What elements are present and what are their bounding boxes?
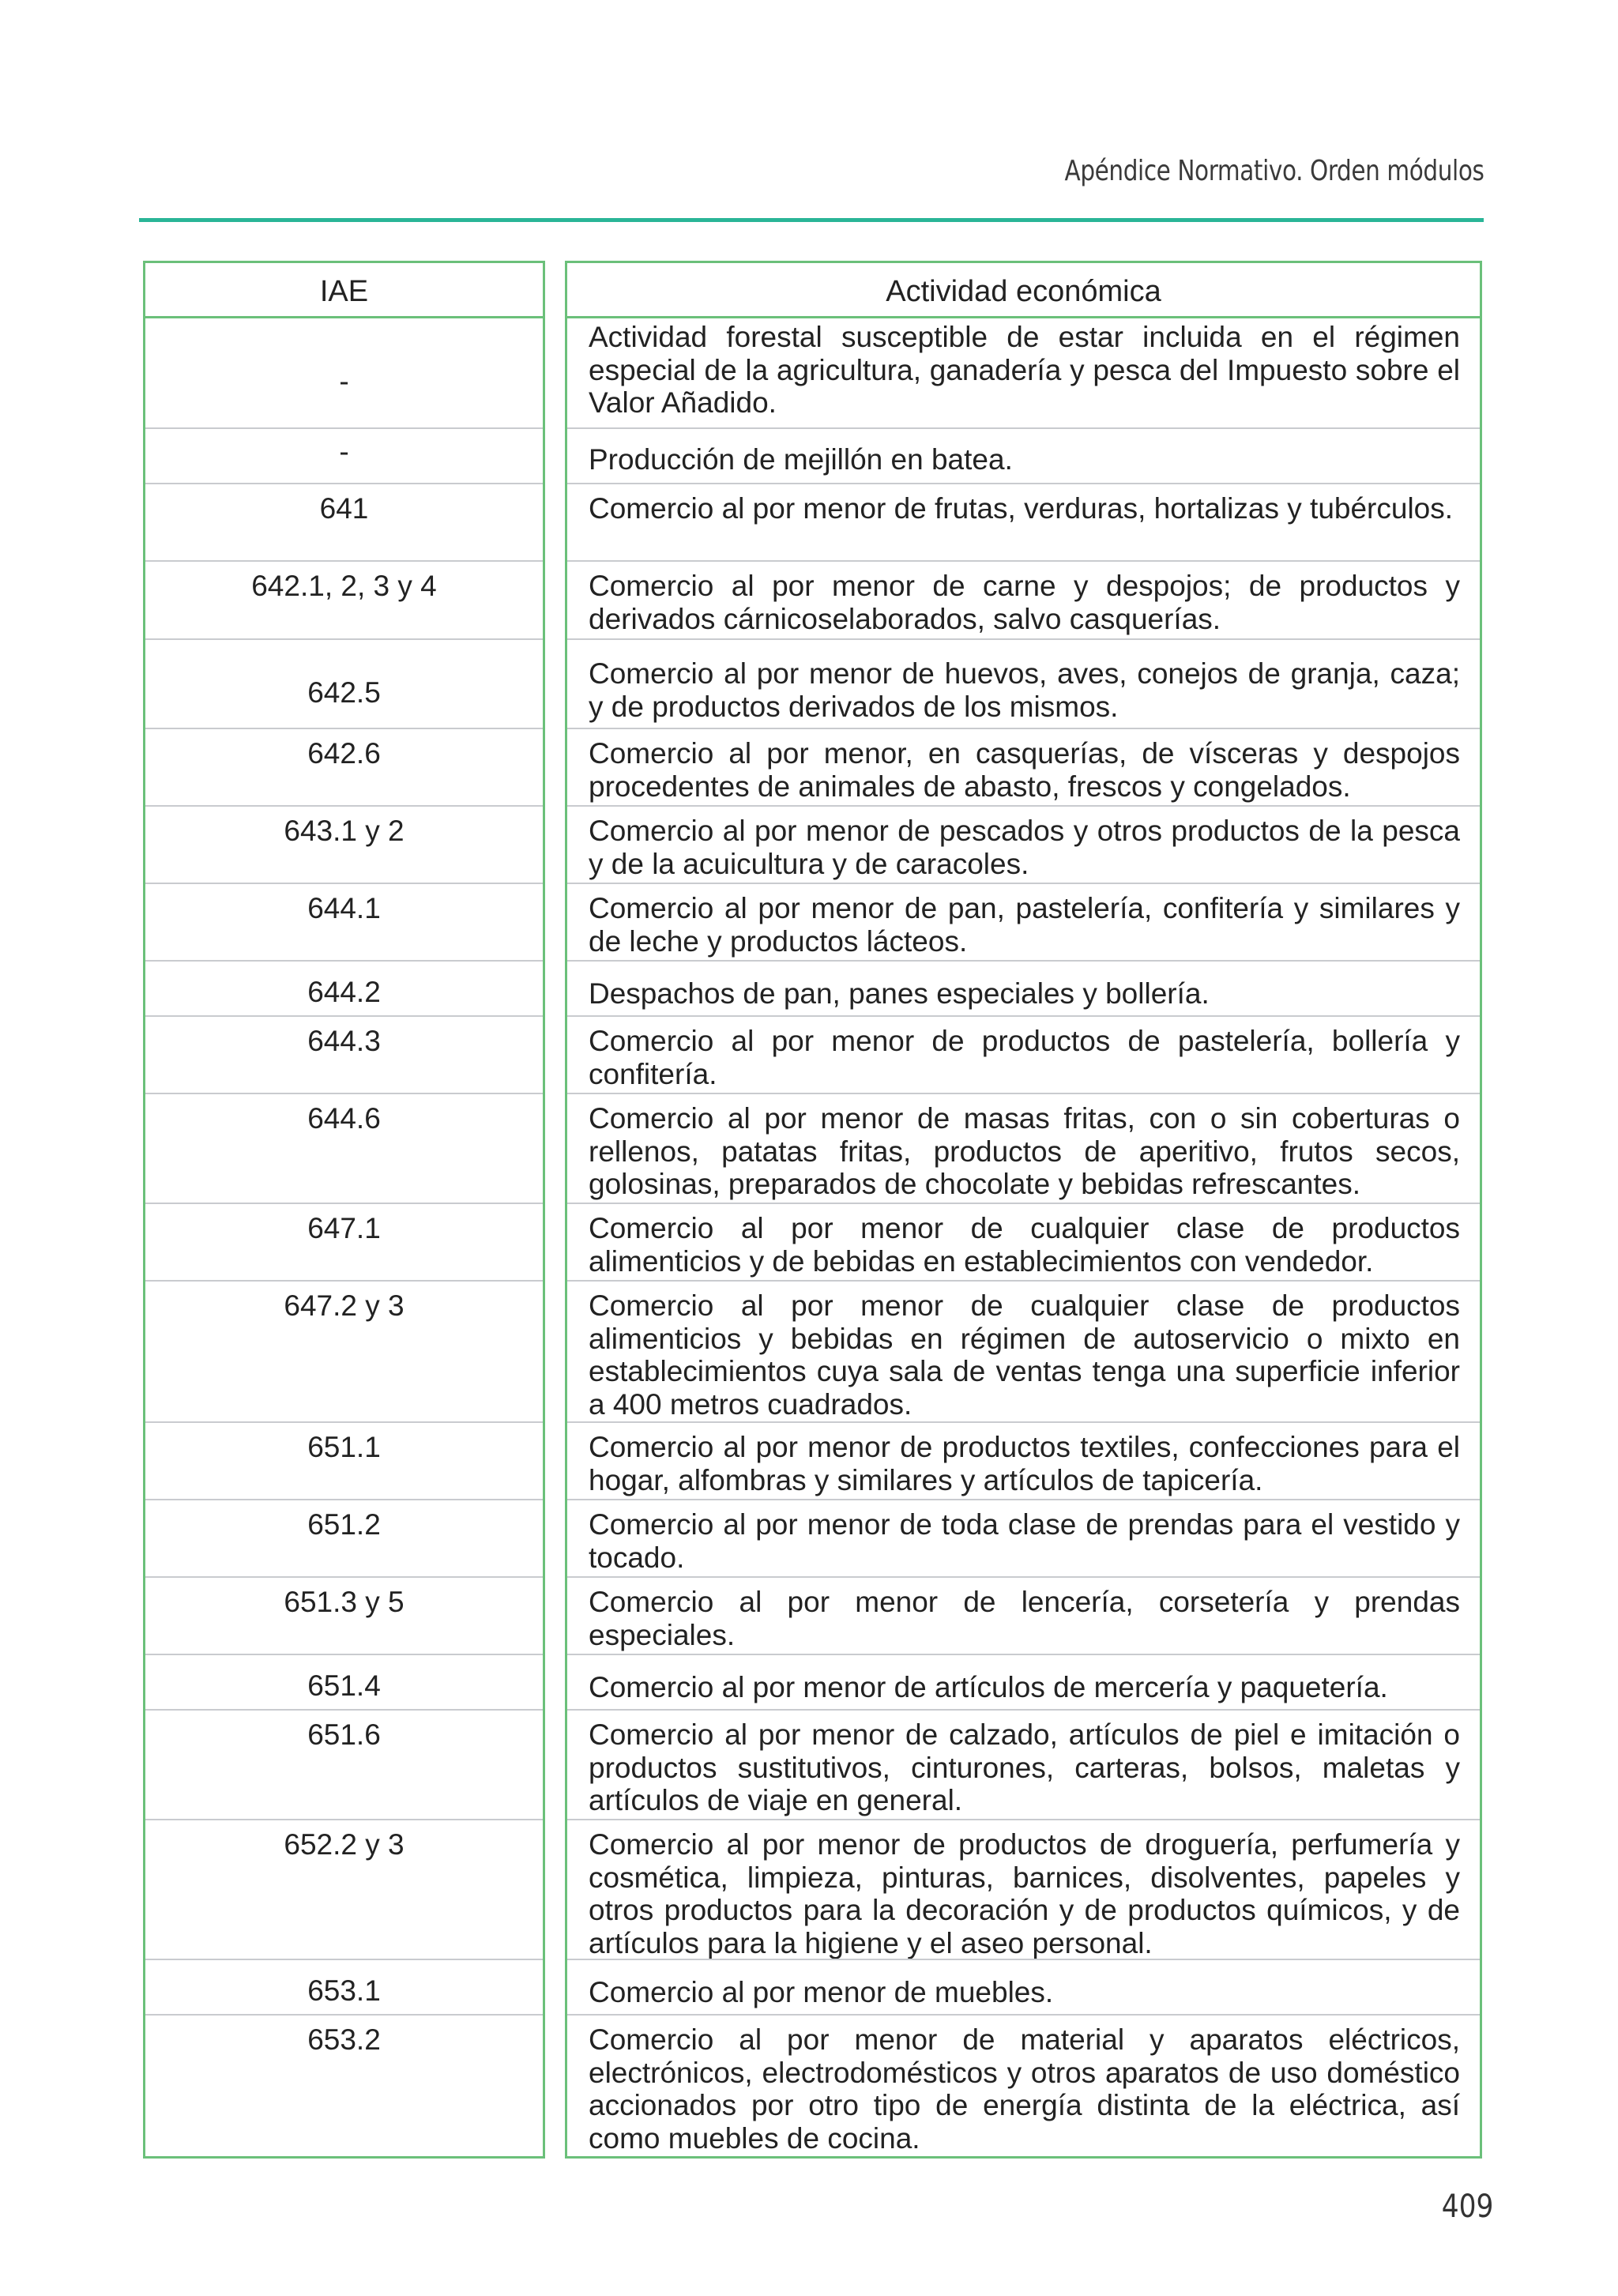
row-divider [567,316,1480,318]
row-divider [145,638,543,640]
iae-column-frame [143,261,545,2159]
iae-code-cell: 644.2 [307,976,381,1008]
iae-code-cell: 652.2 y 3 [284,1828,404,1861]
activity-description-cell: Producción de mejillón en batea. [589,443,1013,476]
activity-description-cell: Comercio al por menor de frutas, verduras, hortalizas y tubérculos. [589,492,1454,525]
activity-description-cell: Comercio al por menor de cualquier clase de productos alimenticios y de bebidas en establecimientos con vendedor. [589,1212,1460,1278]
activity-description-cell: Comercio al por menor de masas fritas, con o sin coberturas o rellenos, patatas fritas, productos de aperitivo, frutos secos, golosinas, preparados de chocolate y bebidas refrescantes. [589,1102,1460,1200]
row-divider [567,1280,1480,1282]
iae-code-cell: 644.1 [307,892,381,924]
iae-code-cell: 647.1 [307,1212,381,1244]
iae-code-cell: - [339,435,349,468]
row-divider [145,805,543,807]
row-divider [567,805,1480,807]
row-divider [567,1203,1480,1204]
activity-description-cell: Comercio al por menor de calzado, artículos de piel e imitación o productos sustitutivos, cinturones, carteras, bolsos, maletas y artículos de viaje en general. [589,1718,1460,1816]
row-divider [567,728,1480,729]
page-header-title: Apéndice Normativo. Orden módulos [1064,155,1484,187]
iae-code-cell: 642.1, 2, 3 y 4 [251,570,437,602]
row-divider [567,1015,1480,1017]
activity-description-cell: Despachos de pan, panes especiales y bollería. [589,977,1210,1010]
iae-code-cell: 644.6 [307,1102,381,1135]
iae-code-cell: 642.6 [307,737,381,770]
activity-description-cell: Comercio al por menor de toda clase de prendas para el vestido y tocado. [589,1508,1460,1574]
row-divider [145,1654,543,1655]
activity-description-cell: Comercio al por menor de huevos, aves, conejos de granja, caza; y de productos derivados de los mismos. [589,657,1460,723]
row-divider [145,1959,543,1960]
activity-description-cell: Comercio al por menor de productos de droguería, perfumería y cosmética, limpieza, pinturas, barnices, disolventes, papeles y otros productos para la decoración y de productos químicos, y de artículos para la higiene y el aseo personal. [589,1828,1460,1959]
iae-code-cell: 644.3 [307,1025,381,1057]
row-divider [145,1819,543,1820]
row-divider [567,560,1480,562]
row-divider [145,483,543,484]
iae-code-cell: 651.6 [307,1718,381,1751]
activity-description-cell: Comercio al por menor de pescados y otros productos de la pesca y de la acuicultura y de caracoles. [589,815,1460,880]
iae-code-cell: 641 [319,492,369,525]
row-divider [567,1093,1480,1094]
iae-code-cell: 651.2 [307,1508,381,1541]
row-divider [145,960,543,962]
row-divider [567,1959,1480,1960]
row-divider [567,960,1480,962]
iae-code-cell: 647.2 y 3 [284,1289,404,1322]
row-divider [567,2014,1480,2016]
row-divider [567,638,1480,640]
row-divider [567,427,1480,429]
row-divider [145,728,543,729]
activity-description-cell: Comercio al por menor de productos de pastelería, bollería y confitería. [589,1025,1460,1090]
row-divider [145,2014,543,2016]
activity-description-cell: Comercio al por menor de cualquier clase de productos alimenticios y bebidas en régimen de autoservicio o mixto en establecimientos cuya sala de ventas tenga una superficie inferior a 400 metros cuadrados. [589,1289,1460,1421]
iae-code-cell: 642.5 [307,676,381,709]
iae-code-cell: 651.3 y 5 [284,1586,404,1618]
row-divider [145,1576,543,1578]
row-divider [567,1499,1480,1500]
row-divider [145,560,543,562]
column-header-iae: IAE [319,274,369,308]
iae-code-cell: 651.4 [307,1669,381,1702]
iae-code-cell: 651.1 [307,1431,381,1463]
activity-description-cell: Comercio al por menor de muebles. [589,1976,1054,2008]
header-rule [139,218,1484,222]
row-divider [567,883,1480,884]
row-divider [567,1576,1480,1578]
row-divider [145,1421,543,1423]
iae-code-cell: 643.1 y 2 [284,815,404,847]
activity-description-cell: Comercio al por menor, en casquerías, de vísceras y despojos procedentes de animales de abasto, frescos y congelados. [589,737,1460,803]
activity-description-cell: Comercio al por menor de lencería, corsetería y prendas especiales. [589,1586,1460,1651]
row-divider [145,1203,543,1204]
activity-description-cell: Actividad forestal susceptible de estar incluida en el régimen especial de la agricultura, ganadería y pesca del Impuesto sobre el Valor Añadido. [589,321,1460,419]
activity-description-cell: Comercio al por menor de pan, pastelería, confitería y similares y de leche y productos lácteos. [589,892,1460,958]
activity-description-cell: Comercio al por menor de carne y despojos; de productos y derivados cárnicoselaborados, salvo casquerías. [589,570,1460,635]
row-divider [567,1819,1480,1820]
activity-description-cell: Comercio al por menor de artículos de mercería y paquetería. [589,1671,1388,1703]
row-divider [567,483,1480,484]
row-divider [145,427,543,429]
iae-code-cell: - [339,365,349,397]
row-divider [567,1654,1480,1655]
row-divider [567,1709,1480,1711]
row-divider [145,1499,543,1500]
iae-code-cell: 653.1 [307,1974,381,2007]
activity-description-cell: Comercio al por menor de productos textiles, confecciones para el hogar, alfombras y similares y artículos de tapicería. [589,1431,1460,1496]
row-divider [145,1709,543,1711]
row-divider [145,1093,543,1094]
row-divider [145,1015,543,1017]
row-divider [145,1280,543,1282]
page-number: 409 [1441,2189,1493,2225]
row-divider [145,883,543,884]
row-divider [567,1421,1480,1423]
row-divider [145,316,543,318]
iae-code-cell: 653.2 [307,2023,381,2056]
column-header-activity: Actividad económica [886,274,1161,308]
activity-description-cell: Comercio al por menor de material y aparatos eléctricos, electrónicos, electrodomésticos y otros aparatos de uso doméstico accionados por otro tipo de energía distinta de la eléctrica, así como muebles de cocina. [589,2023,1460,2155]
